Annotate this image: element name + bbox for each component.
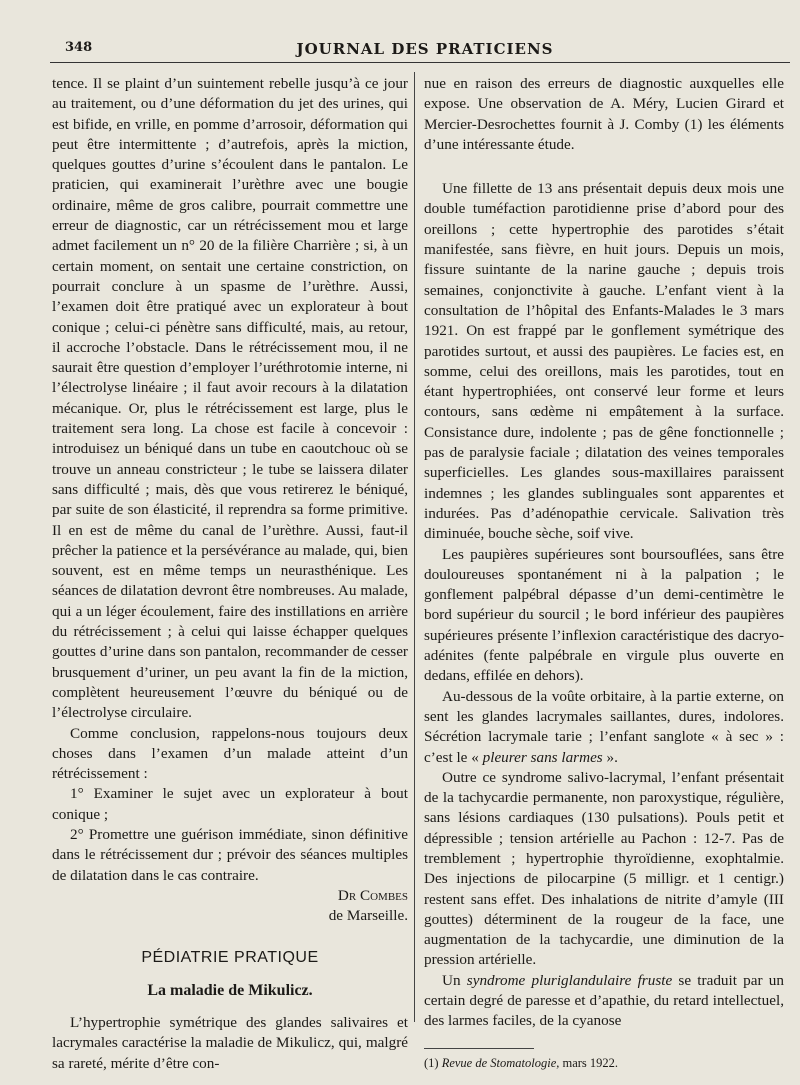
header-rule	[50, 62, 790, 63]
paragraph: Les paupières supérieures sont boursouflées, sans être douloureuses spontanément ni à la palpation ; le gonflement palpébral dépasse d’un demi-centimètre le bord supérieur du sourcil ; le bord inférieur des paupières supérieures présente l’inflexion caractéristique des dacryo-adénites (fente palpébrale en virgule plus ouverte en dedans, effilée en dehors).	[424, 545, 784, 685]
section-heading: PÉDIATRIE PRATIQUE	[141, 949, 319, 967]
paragraph	[424, 687, 784, 768]
paragraph: Outre ce syndrome salivo-lacrymal, l’enfant présentait de la tachycardie permanente, non paroxystique, régulière, sans lésions cardiaques (130 pulsations). Pouls petit et dépressible ; tension artérielle au Pachon : 12-7. Pas de tremblement ; hypertrophie thyroïdienne, exophtalmie. Des injections de pilocarpine (5 milligr. et 1 centigr.) restent sans effet. Des inhalations de nitrite d’amyle (III gouttes) déterminent de la rougeur de la face, une augmentation de la tachycardie, une diminution de la pression artérielle.	[424, 768, 784, 969]
footnote-rule	[424, 1048, 534, 1049]
text-run: se traduit par un certain degré de paresse et d’apathie, du retard intellectuel, des larmes faciles, de la cyanose	[424, 971, 784, 1030]
left-column	[52, 74, 408, 1074]
author-location: de Marseille.	[328, 907, 408, 925]
italic-text: syndrome pluriglandulaire fruste	[466, 971, 673, 989]
list-item: 2° Promettre une guérison immédiate, sinon définitive dans le rétrécissement dur ; prévoir des séances multiples de dilatation dans le cas contraire.	[52, 825, 408, 884]
italic-text: pleurer sans larmes	[482, 748, 603, 766]
author-signature: Dr Combes	[337, 886, 408, 904]
footnote-source: Revue de Stomatologie,	[441, 1055, 560, 1070]
paragraph: Comme conclusion, rappelons-nous toujours deux choses dans l’examen d’un malade atteint d’un rétrécissement :	[52, 724, 408, 783]
text-run: ».	[602, 748, 618, 766]
footnote-marker: (1)	[424, 1055, 442, 1070]
list-item: 1° Examiner le sujet avec un explorateur à bout conique ;	[52, 785, 408, 823]
text-run: Au-dessous de la voûte orbitaire, à la partie externe, on sent les glandes lacrymales saillantes, dures, indolores. Sécrétion lacrymale tarie ; l’enfant sanglote « à sec » : c’est le «	[424, 687, 784, 766]
page-header	[60, 40, 790, 62]
paragraph	[424, 971, 784, 1032]
article-title: La maladie de Mikulicz.	[147, 981, 313, 999]
column-divider	[414, 72, 415, 1022]
right-column	[424, 74, 784, 1071]
paragraph: tence. Il se plaint d’un suintement rebelle jusqu’à ce jour au traitement, ou d’une déformation du jet des urines, qui est bifide, en vrille, en pomme d’arrosoir, déformation qui peut être intermittente ; d’autrefois, après la miction, quelques gouttes d’urine s’écoulent dans le pantalon. Le praticien, qui examinerait l’urèthre avec une bougie ordinaire, même de gros calibre, pourrait commettre une erreur de diagnostic, car un rétrécissement mou et large admet facilement un n° 20 de la filière Charrière ; si, à un certain moment, on sentait une certaine constriction, on pourrait conclure à un spasme de l’urèthre. Aussi, l’examen doit être pratiqué avec un explorateur à bout conique ; celui-ci pénètre sans difficulté, mais, au retour, il accroche l’obstacle. Dans le rétrécissement mou, il ne saurait être question d’employer l’uréthrotomie interne, ni l’électrolyse linéaire ; il faut avoir recours à la dilatation mécanique. Or, plus le rétrécissement est large, plus le traitement sera long. La chose est facile à concevoir : introduisez un béniqué dans un tube en caoutchouc où se trouve un anneau constricteur ; le tube se laissera dilater sans difficulté ; mais, dès que vous retirerez le béniqué, par suite de son élasticité, il reprendra sa forme primitive. Il en est de même du canal de l’urèthre. Aussi, faut-il prêcher la patience et la persévérance au malade, qui, bien souvent, est en même temps un neurasthénique. Les séances de dilatation devront être nombreuses. Au malade, qui a un léger écoulement, faire des instillations en arrière du rétrécissement ; à celui qui laisse échapper quelques gouttes d’urine dans son pantalon, recommander de cesser brusquement d’uriner, un peu avant la fin de la miction, complètent heureusement l’œuvre du béniqué ou de l’électrolyse circulaire.	[52, 75, 408, 722]
paragraph: Une fillette de 13 ans présentait depuis deux mois une double tuméfaction parotidienne prise d’abord pour des oreillons ; cette hypertrophie des parotides s’était manifestée, sans fièvre, en huit jours. Depuis un mois, fissure suintante de la narine gauche ; depuis trois semaines, conjonctivite à gauche. L’enfant vient à la consultation de l’hôpital des Enfants-Malades le 3 mars 1921. On est frappé par le gonflement symétrique des parotides surtout, et aussi des paupières. Le facies est, en somme, celui des oreillons, mais les parotides, tout en étant hypertrophiées, ont conservé leur forme et leurs contours, sans œdème ni empâtement à la surface. Consistance dure, indolente ; pas de gêne fonctionnelle ; pas de paralysie faciale ; dilatation des veines temporales superficielles. Les glandes sous-maxillaires paraissent indemnes ; les glandes sublinguales sont apparentes et indurées. Pas d’adénopathie cervicale. Salivation très diminuée, bouche sèche, soif vive.	[424, 180, 784, 543]
footnote	[424, 1055, 784, 1071]
journal-title: JOURNAL DES PRATICIENS	[296, 40, 554, 58]
footnote-date: mars 1922.	[559, 1055, 619, 1070]
paragraph: nue en raison des erreurs de diagnostic auxquelles elle expose. Une observation de A. Méry, Lucien Girard et Mercier-Desrochettes fournit à J. Comby (1) les éléments d’une intéressante étude.	[424, 75, 784, 153]
text-run: Un	[442, 971, 467, 989]
page-number: 348	[65, 40, 93, 55]
paragraph: L’hypertrophie symétrique des glandes salivaires et lacrymales caractérise la maladie de Mikulicz, qui, malgré sa rareté, mérite d’être con-	[52, 1014, 408, 1072]
